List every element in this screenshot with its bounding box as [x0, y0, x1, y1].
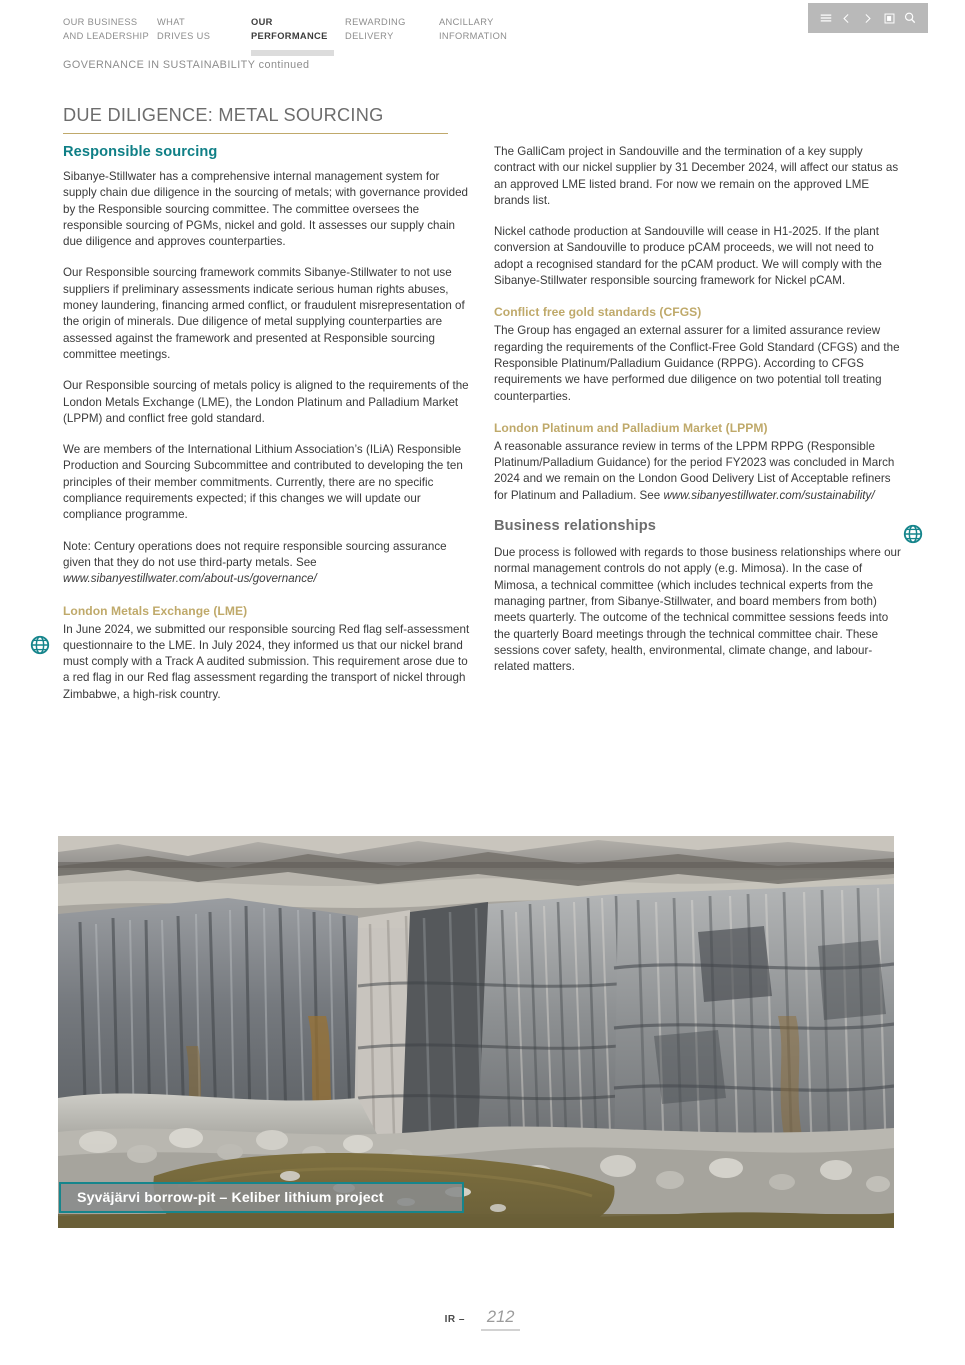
- nav-tab-line1: OUR: [251, 17, 273, 27]
- nav-tab-line1: OUR BUSINESS: [63, 17, 138, 27]
- nav-tab-line1: WHAT: [157, 17, 186, 27]
- nav-tab-active-underline: [251, 50, 334, 56]
- note-text: Note: Century operations does not require responsible sourcing assurance given that they do not use third-party metals. See: [63, 539, 447, 569]
- menu-icon[interactable]: [818, 10, 833, 26]
- section-nav-tabs[interactable]: [63, 16, 533, 43]
- nav-tab-line1: REWARDING: [345, 17, 406, 27]
- nav-tab-ancillary-information[interactable]: [439, 16, 533, 43]
- paragraph: Our Responsible sourcing framework commits Sibanye-Stillwater to not use suppliers if preliminary assessments indicate serious human rights abuses, money laundering, financing armed conflict, or fraudulent misrepresentation of the origin of minerals. Due diligence of metal supplying counterparties are assessed against the framework and presented at Responsible sourcing committee meetings.: [63, 266, 465, 361]
- nav-tab-line2: DELIVERY: [345, 30, 394, 41]
- page-title: DUE DILIGENCE: METAL SOURCING: [63, 105, 384, 125]
- cfgs-heading: Conflict free gold standards (CFGS): [494, 305, 702, 320]
- lppm-text: A reasonable assurance review in terms of the LPPM RPPG (Responsible Platinum/Palladium Guidance) for the period FY2023 was concluded in March 2024 and we remain on the London Good Delivery List of Acceptable refiners for Platinum and Palladium. See: [494, 439, 895, 502]
- next-page-icon[interactable]: [860, 10, 875, 26]
- bookmark-icon[interactable]: [882, 10, 897, 26]
- paragraph: The Group has engaged an external assurer for a limited assurance review regarding the requirements of the Conflict-Free Gold Standard (CFGS) and the Responsible Platinum/Palladium Guidance (RPPG). According to CFGS requirements we have performed due diligence on two potential toll treating counterparties.: [494, 324, 900, 403]
- paragraph: Sibanye-Stillwater has a comprehensive internal management system for supply chain due diligence in the sourcing of metals; with governance provided by the Responsible sourcing committee. The committee oversees the responsible sourcing of PGMs, nickel and gold. It assesses our supply chain due diligence and approves counterparties.: [63, 170, 469, 249]
- paragraph: Our Responsible sourcing of metals policy is aligned to the requirements of the London Metals Exchange (LME), the London Platinum and Palladium Market (LPPM) and conflict free gold standard.: [63, 379, 469, 425]
- prev-page-icon[interactable]: [839, 10, 854, 26]
- lme-heading: London Metals Exchange (LME): [63, 603, 248, 618]
- right-column: [494, 144, 904, 690]
- title-rule: [63, 133, 448, 134]
- lppm-link[interactable]: www.sibanyestillwater.com/sustainability/: [663, 488, 875, 502]
- nav-tab-rewarding-delivery[interactable]: [345, 16, 439, 43]
- page-footer: [0, 1308, 965, 1331]
- lppm-paragraph: [494, 439, 904, 504]
- report-code: IR –: [444, 1314, 465, 1325]
- note-link[interactable]: www.sibanyestillwater.com/about-us/governance/: [63, 572, 317, 586]
- responsible-sourcing-heading: Responsible sourcing: [63, 144, 218, 160]
- search-icon[interactable]: [903, 10, 918, 26]
- nav-tab-line2: PERFORMANCE: [251, 30, 328, 41]
- nav-tab-our-performance[interactable]: [251, 16, 345, 43]
- quarry-photo: [58, 836, 894, 1228]
- note-paragraph: [63, 539, 475, 588]
- business-relationships-heading: Business relationships: [494, 518, 656, 535]
- reader-toolbar[interactable]: [808, 3, 928, 33]
- paragraph: We are members of the International Lithium Association’s (ILiA) Responsible Production and Sourcing Subcommittee and contributed to developing the ten principles of their member commitments. Currently, there are no specific compliance requirements expected; if this changes we will update our compliance programme.: [63, 443, 463, 522]
- section-breadcrumb: GOVERNANCE IN SUSTAINABILITY continued: [63, 59, 310, 71]
- lppm-heading: London Platinum and Palladium Market (LPPM): [494, 420, 768, 435]
- paragraph: The GalliCam project in Sandouville and the termination of a key supply contract with our nickel supplier by 31 December 2024, will affect our status as an approved LME listed brand. For now we remain on the approved LME brands list.: [494, 145, 899, 207]
- paragraph: Due process is followed with regards to those business relationships where our normal management controls do not apply (e.g. Mimosa). In the case of Mimosa, a technical committee (which includes technical experts from the managing partner, from Sibanye-Stillwater, and board members from both) meets quarterly. The outcome of the technical committee sessions feeds into the quarterly Board meetings through the technical committee chair. These sessions cover safety, health, environmental, climate change, and labour-related matters.: [494, 546, 901, 674]
- photo-caption-text: Syväjärvi borrow-pit – Keliber lithium project: [77, 1189, 384, 1206]
- nav-tab-line2: AND LEADERSHIP: [63, 30, 150, 41]
- left-column: [63, 144, 475, 718]
- photo-caption: [59, 1182, 464, 1213]
- globe-icon[interactable]: [29, 634, 51, 656]
- nav-tab-what-drives-us[interactable]: [157, 16, 251, 43]
- nav-tab-line2: INFORMATION: [439, 30, 508, 41]
- nav-tab-line2: DRIVES US: [157, 30, 211, 41]
- globe-icon[interactable]: [902, 523, 924, 545]
- nav-tab-our-business[interactable]: [63, 16, 157, 43]
- paragraph: In June 2024, we submitted our responsible sourcing Red flag self-assessment questionnaire to the LME. In July 2024, they informed us that our nickel brand must comply with a Track A audited submission. This requirement arose due to a red flag in our Red flag assessment regarding the transport of nickel through Zimbabwe, a high-risk country.: [63, 622, 470, 701]
- paragraph: Nickel cathode production at Sandouville will cease in H1-2025. If the plant conversion at Sandouville to produce pCAM proceeds, we will not need to adopt a recognised standard for the pCAM product. We will comply with the Sibanye-Stillwater responsible sourcing framework for Nickel pCAM.: [494, 225, 882, 288]
- nav-tab-line1: ANCILLARY: [439, 17, 494, 27]
- page-number: 212: [481, 1308, 521, 1331]
